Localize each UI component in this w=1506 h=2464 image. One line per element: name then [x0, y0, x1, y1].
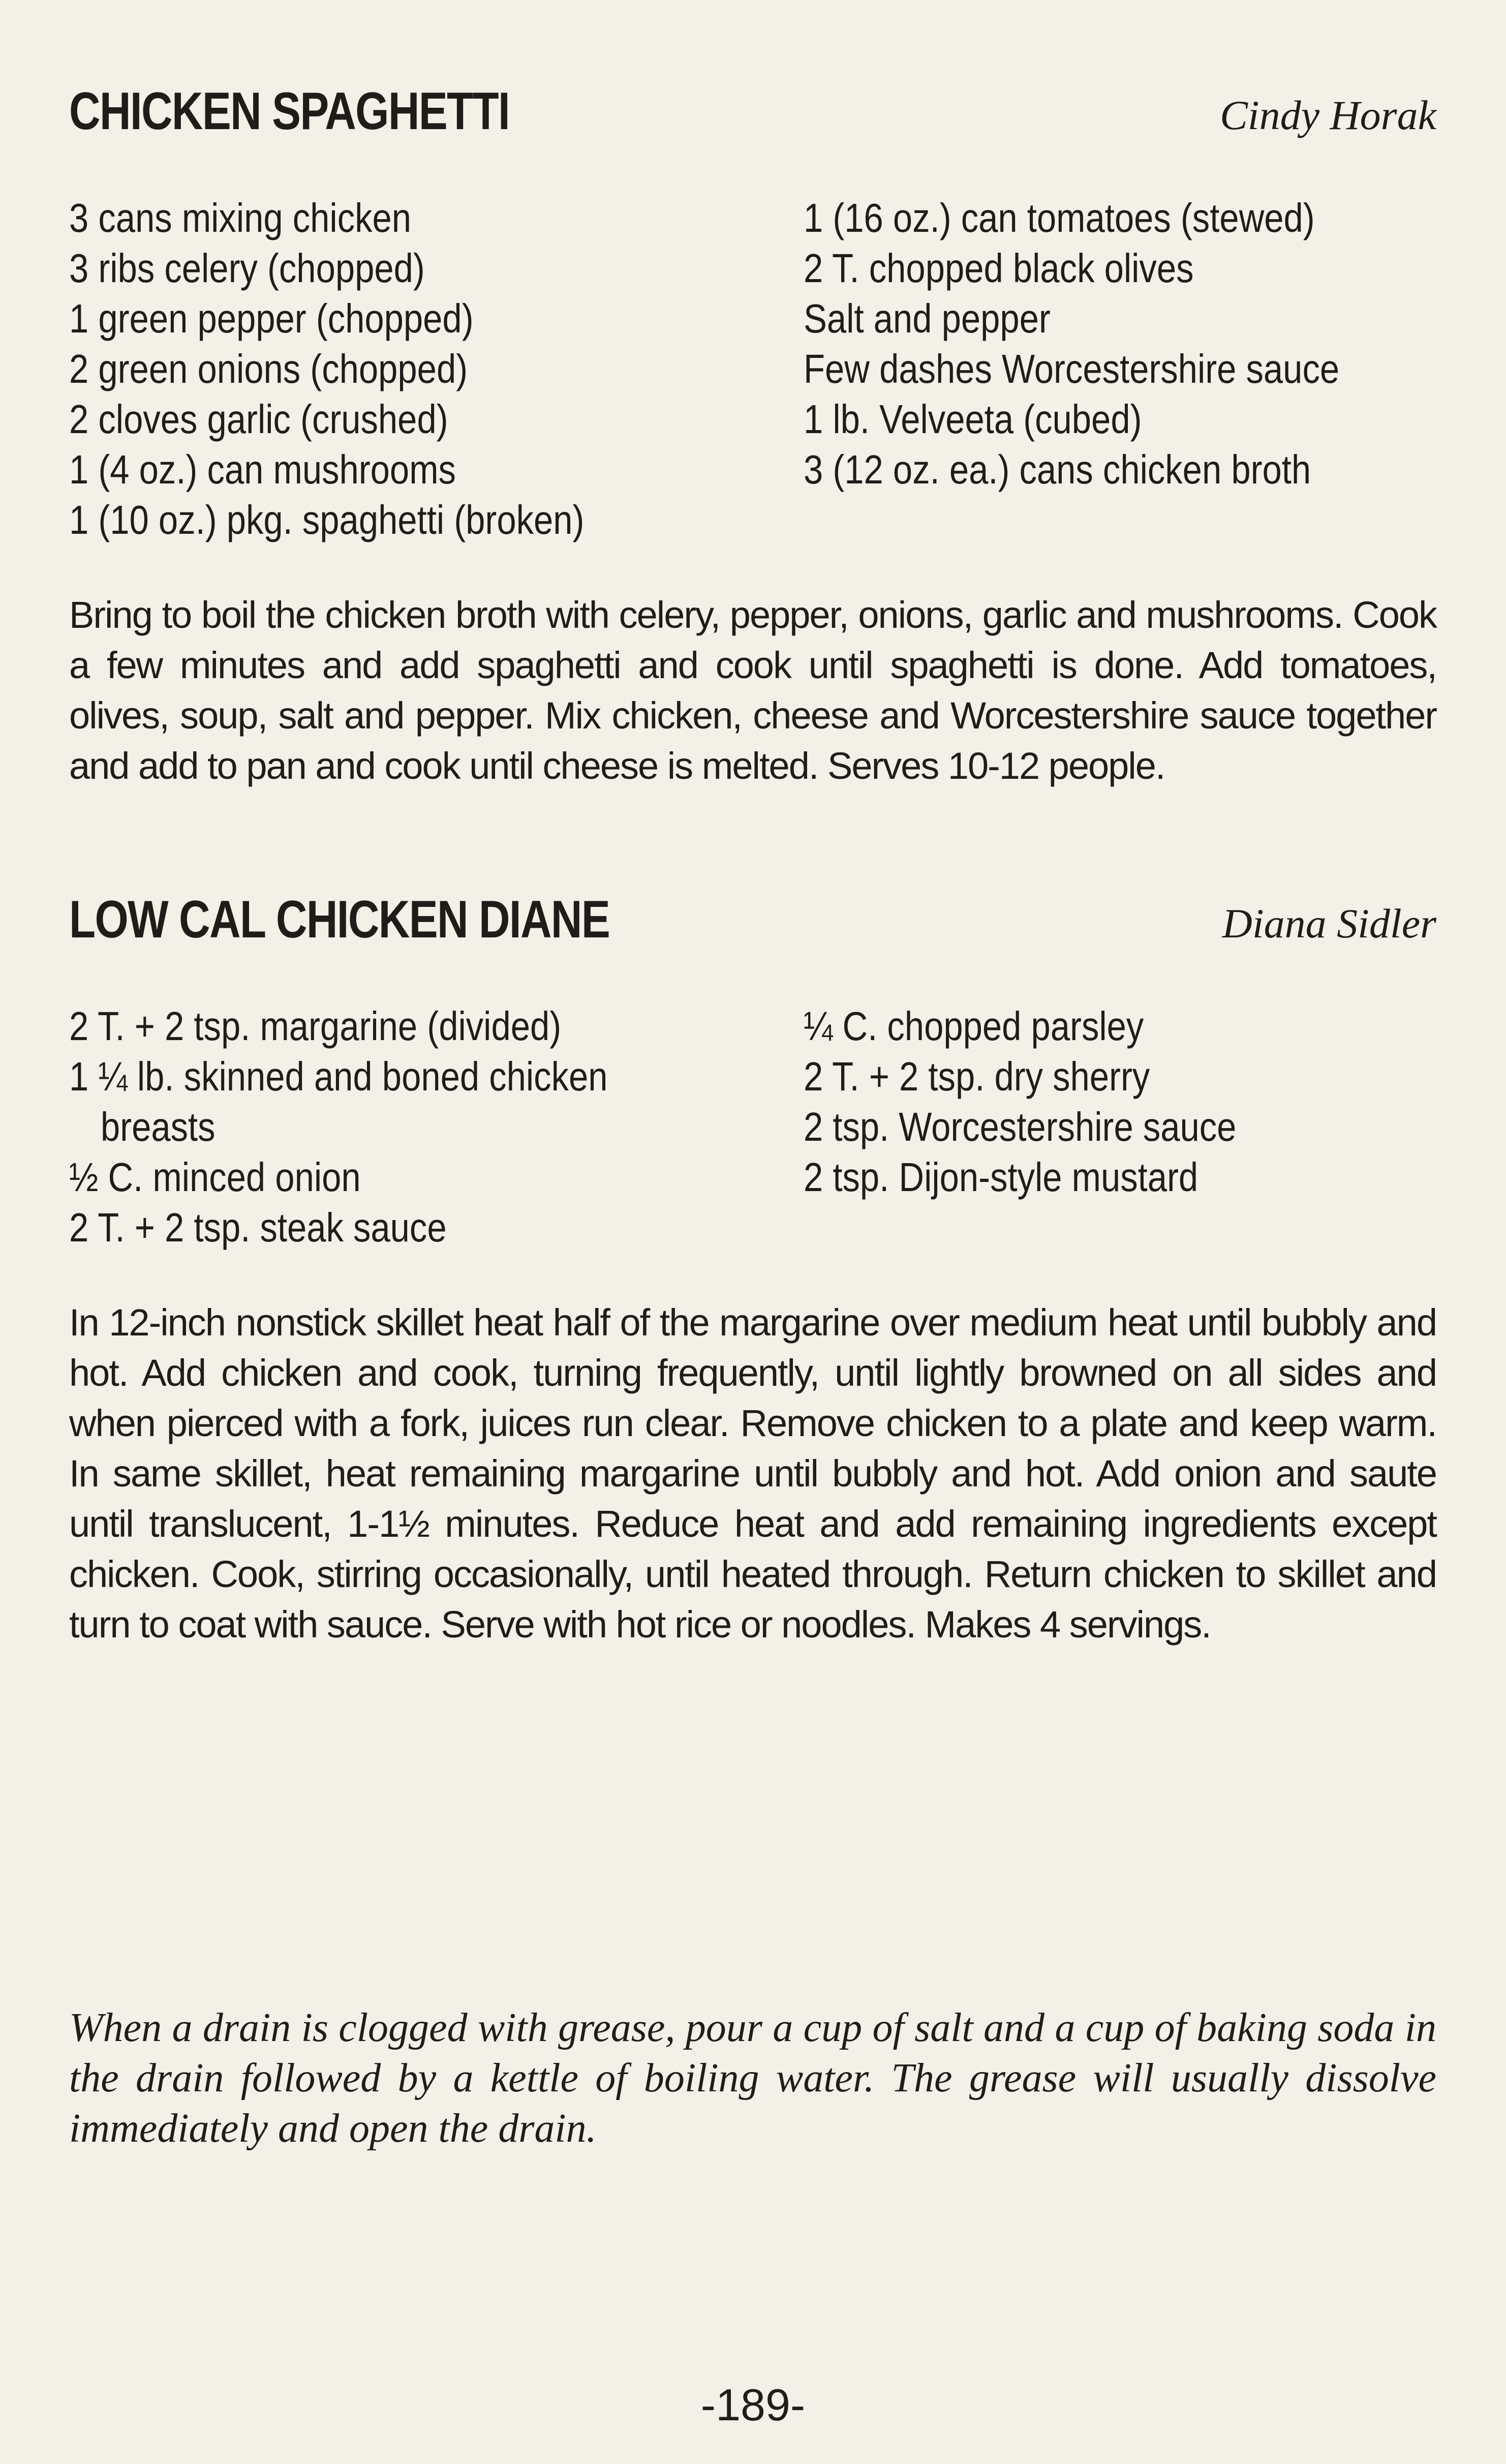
recipe-author: Diana Sidler [1222, 900, 1436, 947]
ingredient-item: ¼ C. chopped parsley [804, 1003, 1144, 1049]
ingredient-column-right [804, 193, 1436, 545]
ingredient-item: 3 cans mixing chicken [69, 195, 412, 240]
ingredient-item: 2 T. + 2 tsp. dry sherry [804, 1054, 1150, 1099]
ingredient-item: Few dashes Worcestershire sauce [804, 346, 1340, 391]
ingredient-item: 2 T. chopped black olives [804, 246, 1194, 291]
ingredient-item: 1 (16 oz.) can tomatoes (stewed) [804, 195, 1315, 240]
ingredient-item: ½ C. minced onion [69, 1154, 361, 1200]
ingredient-column-right [804, 1001, 1436, 1253]
recipe-chicken-spaghetti [69, 81, 1436, 829]
ingredient-item: 1 lb. Velveeta (cubed) [804, 397, 1142, 442]
recipe-header [69, 81, 1436, 142]
household-tip: When a drain is clogged with grease, pour a cup of salt and a cup of baking soda in the drain followed by a kettle of boiling water. The grease will usually dissolve immediately and open the drain. [69, 2005, 1436, 2151]
ingredient-list [69, 1001, 1436, 1253]
ingredient-item: 2 tsp. Worcestershire sauce [804, 1104, 1237, 1149]
recipe-title: LOW CAL CHICKEN DIANE [69, 890, 610, 949]
page-number: -189- [700, 2380, 806, 2430]
ingredient-column-left [69, 1001, 804, 1253]
recipe-title: CHICKEN SPAGHETTI [69, 82, 510, 141]
recipe-instructions: Bring to boil the chicken broth with celery, pepper, onions, garlic and mushrooms. Cook a few minutes and add spaghetti and cook until spaghetti is done. Add tomatoes, olives, soup, salt and pepper. Mix chicken, cheese and Worcestershire sauce together and add to pan and cook until cheese is melted. Serves 10-12 people. [69, 594, 1436, 787]
ingredient-item: 2 green onions (chopped) [69, 346, 468, 391]
ingredient-item-continued: breasts [100, 1104, 216, 1149]
ingredient-item: 2 T. + 2 tsp. steak sauce [69, 1205, 447, 1250]
recipe-author: Cindy Horak [1220, 92, 1436, 138]
ingredient-item: 1 (10 oz.) pkg. spaghetti (broken) [69, 497, 585, 542]
recipe-instructions: In 12-inch nonstick skillet heat half of the margarine over medium heat until bubbly and hot. Add chicken and cook, turning frequently, until lightly browned on all sides and when pierced with a fork, juices run clear. Remove chicken to a plate and keep warm. In same skillet, heat remaining margarine until bubbly and hot. Add onion and saute until translucent, 1-1½ minutes. Reduce heat and add remaining ingredients except chicken. Cook, stirring occasionally, until heated through. Return chicken to skillet and turn to coat with sauce. Serve with hot rice or noodles. Makes 4 servings. [69, 1301, 1436, 1646]
ingredient-item: 2 T. + 2 tsp. margarine (divided) [69, 1003, 562, 1049]
ingredient-list [69, 193, 1436, 545]
ingredient-item: 2 cloves garlic (crushed) [69, 397, 448, 442]
ingredient-item: Salt and pepper [804, 296, 1051, 341]
ingredient-item: 1 (4 oz.) can mushrooms [69, 447, 456, 492]
ingredient-item: 2 tsp. Dijon-style mustard [804, 1154, 1198, 1200]
recipe-header [69, 890, 1436, 950]
recipe-low-cal-chicken-diane [69, 890, 1436, 1687]
ingredient-item: 3 (12 oz. ea.) cans chicken broth [804, 447, 1311, 492]
ingredient-item: 1 green pepper (chopped) [69, 296, 474, 341]
ingredient-item: 1 ¼ lb. skinned and boned chicken [69, 1054, 608, 1099]
ingredient-item: 3 ribs celery (chopped) [69, 246, 425, 291]
ingredient-column-left [69, 193, 804, 545]
